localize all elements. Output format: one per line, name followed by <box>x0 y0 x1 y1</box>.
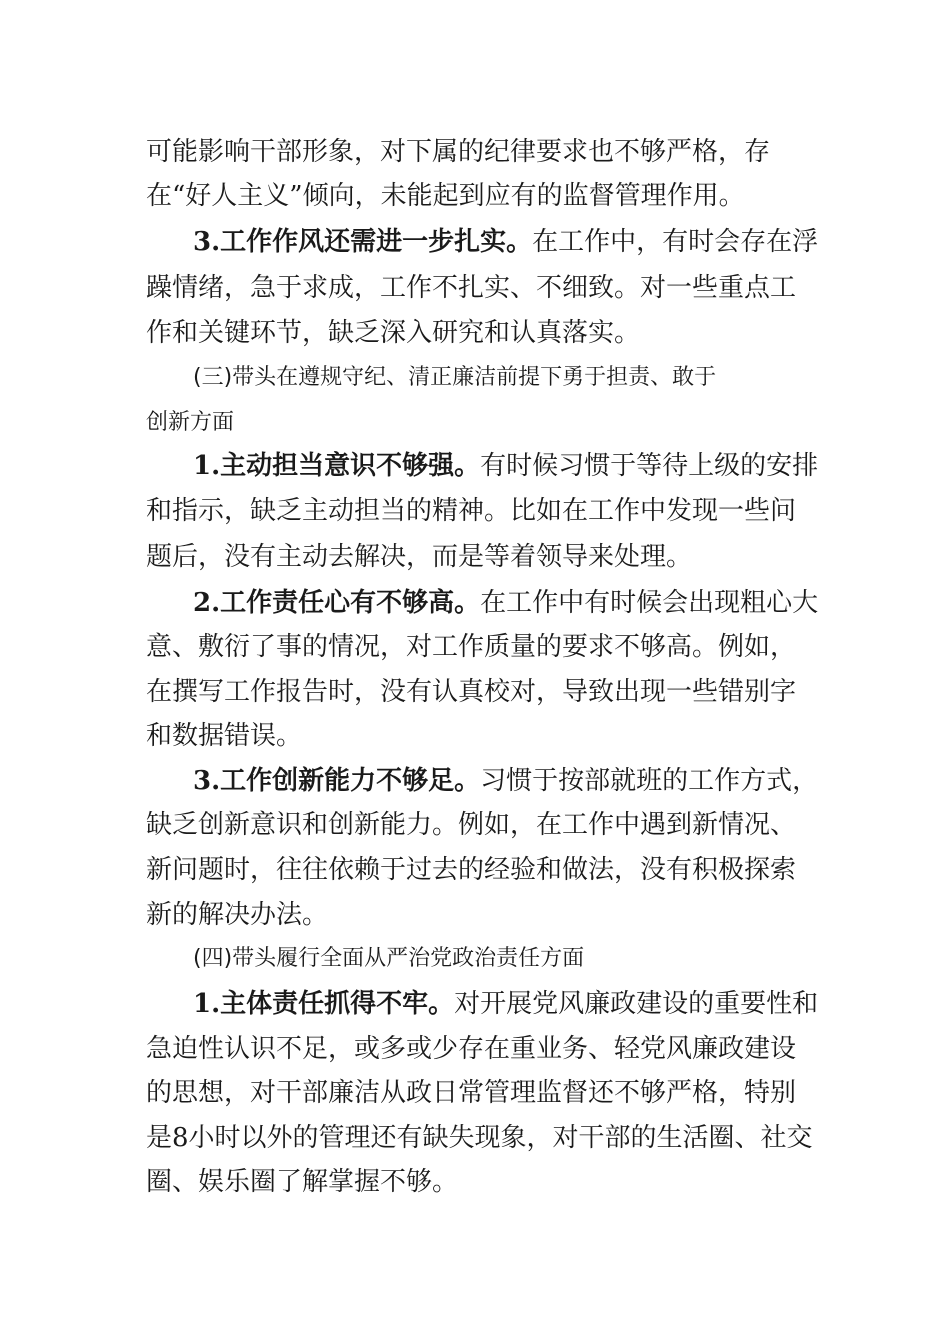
line-text: 圈、娱乐圈了解掌握不够。 <box>146 1167 459 1197</box>
text-line <box>0 135 950 169</box>
text-line <box>0 853 950 887</box>
line-text: 在工作中有时候会出现粗心大 <box>480 588 819 618</box>
text-line <box>0 764 950 798</box>
text-line <box>0 1032 950 1066</box>
text-line <box>0 316 950 350</box>
text-line <box>0 898 950 932</box>
item-heading: 1.主动担当意识不够强。 <box>193 451 481 481</box>
line-text: 题后，没有主动去解决，而是等着领导来处理。 <box>146 542 693 572</box>
line-text: 对开展党风廉政建设的重要性和 <box>454 989 819 1019</box>
text-line <box>0 675 950 709</box>
text-line <box>0 719 950 753</box>
text-line <box>0 179 950 213</box>
line-text: 作和关键环节，缺乏深入研究和认真落实。 <box>146 318 641 348</box>
line-text: 和数据错误。 <box>146 721 303 751</box>
line-text: 和指示，缺乏主动担当的精神。比如在工作中发现一些问 <box>146 496 797 526</box>
section-heading: 创新方面 <box>146 410 235 435</box>
text-line <box>0 540 950 574</box>
text-line <box>0 630 950 664</box>
text-line <box>0 449 950 483</box>
section-heading: (三)带头在遵规守纪、清正廉洁前提下勇于担责、敢于 <box>193 365 717 390</box>
item-heading: 3.工作创新能力不够足。 <box>193 766 481 796</box>
text-line <box>0 987 950 1021</box>
line-text: 新的解决办法。 <box>146 900 329 930</box>
text-line <box>0 271 950 305</box>
line-text: 新问题时，往往依赖于过去的经验和做法，没有积极探索 <box>146 855 797 885</box>
line-text: 躁情绪，急于求成，工作不扎实、不细致。对一些重点工 <box>146 273 797 303</box>
text-line <box>0 1121 950 1155</box>
item-heading: 2.工作责任心有不够高。 <box>193 588 481 618</box>
text-line <box>0 1165 950 1199</box>
text-line <box>0 1076 950 1110</box>
line-text: 在工作中，有时会存在浮 <box>532 227 819 257</box>
line-text: 在“好人主义”倾向，未能起到应有的监督管理作用。 <box>146 181 745 211</box>
text-line <box>0 586 950 620</box>
line-text: 是8小时以外的管理还有缺失现象，对干部的生活圈、社交 <box>146 1123 813 1153</box>
line-text: 急迫性认识不足，或多或少存在重业务、轻党风廉政建设 <box>146 1034 797 1064</box>
line-text: 意、敷衍了事的情况，对工作质量的要求不够高。例如， <box>146 632 797 662</box>
item-heading: 1.主体责任抓得不牢。 <box>193 989 455 1019</box>
line-text: 可能影响干部形象，对下属的纪律要求也不够严格，存 <box>146 137 771 167</box>
line-text: 有时候习惯于等待上级的安排 <box>480 451 819 481</box>
line-text: 缺乏创新意识和创新能力。例如，在工作中遇到新情况、 <box>146 810 797 840</box>
item-heading: 3.工作作风还需进一步扎实。 <box>193 227 533 257</box>
line-text: 的思想，对干部廉洁从政日常管理监督还不够严格，特别 <box>146 1078 797 1108</box>
section-heading: (四)带头履行全面从严治党政治责任方面 <box>193 946 585 971</box>
line-text: 在撰写工作报告时，没有认真校对，导致出现一些错别字 <box>146 677 797 707</box>
text-line <box>0 225 950 259</box>
text-line <box>0 808 950 842</box>
line-text: 习惯于按部就班的工作方式， <box>480 766 819 796</box>
text-line <box>0 494 950 528</box>
